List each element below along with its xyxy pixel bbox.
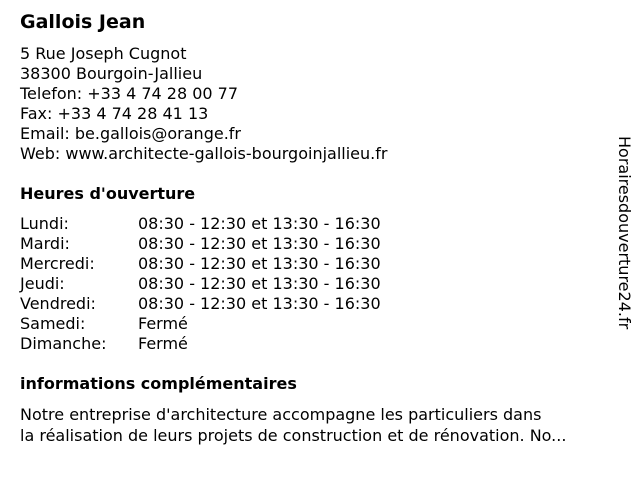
hours-time: 08:30 - 12:30 et 13:30 - 16:30 [138,274,381,293]
hours-row [20,234,440,254]
email-label: Email: [20,124,70,143]
fax-line: Fax: +33 4 74 28 41 13 [20,104,209,123]
hours-time: 08:30 - 12:30 et 13:30 - 16:30 [138,214,381,233]
hours-row [20,334,440,354]
hours-row [20,314,440,334]
hours-heading: Heures d'ouverture [20,184,196,203]
hours-row [20,254,440,274]
hours-time: 08:30 - 12:30 et 13:30 - 16:30 [138,294,381,313]
hours-day: Mercredi: [20,254,95,273]
phone-line: Telefon: +33 4 74 28 00 77 [20,84,239,103]
info-heading: informations complémentaires [20,374,297,393]
hours-time: Fermé [138,334,188,353]
hours-time: Fermé [138,314,188,333]
hours-day: Dimanche: [20,334,107,353]
address-street: 5 Rue Joseph Cugnot [20,44,187,63]
web-label: Web: [20,144,61,163]
email-line [20,124,387,144]
hours-day: Samedi: [20,314,86,333]
watermark-text: Horairesdouverture24.fr [615,136,634,330]
hours-day: Lundi: [20,214,69,233]
hours-time: 08:30 - 12:30 et 13:30 - 16:30 [138,234,381,253]
hours-day: Jeudi: [20,274,65,293]
web-link[interactable]: www.architecte-gallois-bourgoinjallieu.fr [65,144,388,163]
info-description [20,404,620,446]
hours-table [20,214,440,354]
web-line [20,144,387,164]
hours-day: Mardi: [20,234,70,253]
hours-time: 08:30 - 12:30 et 13:30 - 16:30 [138,254,381,273]
email-link[interactable]: be.gallois@orange.fr [74,124,241,143]
info-line: la réalisation de leurs projets de construction et de rénovation. No... [20,426,567,445]
business-name: Gallois Jean [20,11,146,33]
contact-block [20,44,387,164]
hours-row [20,294,440,314]
hours-day: Vendredi: [20,294,96,313]
address-city: 38300 Bourgoin-Jallieu [20,64,203,83]
info-line: Notre entreprise d'architecture accompagne les particuliers dans [20,405,542,424]
hours-row [20,274,440,294]
hours-row [20,214,440,234]
